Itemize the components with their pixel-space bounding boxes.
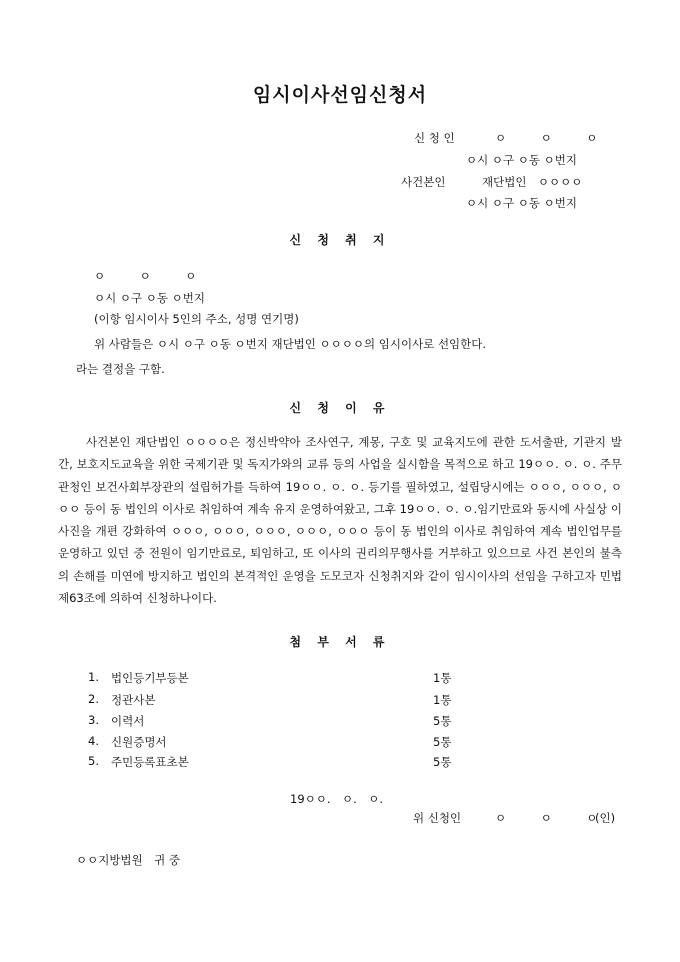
purpose-closing: 라는 결정을 구함. <box>76 362 165 376</box>
applicant-label: 신 청 인 <box>414 131 455 145</box>
purpose-address: ㅇ시 ㅇ구 ㅇ동 ㅇ번지 <box>94 291 205 305</box>
reason-text: 사건본인 재단법인 ㅇㅇㅇㅇ은 정신박약아 조사연구, 계몽, 구호 및 교육지도에 관한 도서출판, 기관지 발간, 보호지도교육을 위한 국제기관 및 독지가와의 교류 등의 사업을 실시함을 목적으로 하고 19ㅇㅇ. ㅇ. ㅇ. 주무관청인 보건사회부장관의 설립허가를 득하여 19ㅇㅇ. ㅇ. ㅇ. 등기를 필하였고, 설립당시에는 ㅇㅇㅇ, ㅇㅇㅇ, ㅇㅇㅇ 등이 동 법인의 이사로 취임하여 계속 유지 운영하여왔고, 그후 19ㅇㅇ. ㅇ. ㅇ.임기만료와 동시에 사실상 이사진을 개편 강화하여 ㅇㅇㅇ, ㅇㅇㅇ, ㅇㅇㅇ, ㅇㅇㅇ, ㅇㅇㅇ 등이 동 법인의 이사로 취임하여 계속 법인업무를 운영하고 있던 중 전원이 임기만료로, 퇴임하고, 또 이사의 권리의무행사를 거부하고 있으므로 사건 본인의 불측의 손해를 미연에 방지하고 법인의 본격적인 운영을 도모코자 신청취지와 같이 임시이사의 선임을 구하고자 민법 제63조에 의하여 신청하나이다. <box>58 435 622 606</box>
attachment-no: 4. <box>88 734 99 748</box>
application-date: 19ㅇㅇ. ㅇ. ㅇ. <box>290 792 384 806</box>
attachment-no: 3. <box>88 713 99 727</box>
attachment-qty: 5통 <box>433 755 452 769</box>
purpose-note: (이항 임시이사 5인의 주소, 성명 연기명) <box>94 312 299 326</box>
attachment-name: 이력서 <box>111 714 145 728</box>
attachment-no: 1. <box>88 670 99 684</box>
signer-name: ㅇ ㅇ ㅇ <box>495 811 598 825</box>
signer-label: 위 신청인 <box>413 811 462 825</box>
purpose-heading: 신 청 취 지 <box>289 233 391 247</box>
document-title: 임시이사선임신청서 <box>252 84 428 106</box>
attachment-qty: 1통 <box>433 693 452 707</box>
reason-heading: 신 청 이 유 <box>289 401 391 415</box>
case-address: ㅇ시 ㅇ구 ㅇ동 ㅇ번지 <box>466 196 577 210</box>
case-entity: 재단법인 ㅇㅇㅇㅇ <box>482 175 583 189</box>
seal-mark: (인) <box>595 811 616 825</box>
case-label: 사건본인 <box>401 175 446 189</box>
purpose-name: ㅇ ㅇ ㅇ <box>94 269 197 283</box>
attachment-name: 주민등록표초본 <box>111 755 189 769</box>
applicant-address: ㅇ시 ㅇ구 ㅇ동 ㅇ번지 <box>466 153 577 167</box>
attachment-name: 신원증명서 <box>111 735 167 749</box>
court-addressee: ㅇㅇ지방법원 귀 중 <box>76 853 181 867</box>
attachment-name: 법인등기부등본 <box>111 671 189 685</box>
attachment-qty: 1통 <box>433 671 452 685</box>
attachment-qty: 5통 <box>433 735 452 749</box>
attachments-heading: 첨 부 서 류 <box>289 635 391 649</box>
purpose-statement: 위 사람들은 ㅇ시 ㅇ구 ㅇ동 ㅇ번지 재단법인 ㅇㅇㅇㅇ의 임시이사로 선임한다. <box>94 337 487 351</box>
attachment-qty: 5통 <box>433 714 452 728</box>
applicant-name: ㅇ ㅇ ㅇ <box>495 131 598 145</box>
attachment-no: 5. <box>88 754 99 768</box>
attachment-no: 2. <box>88 692 99 706</box>
attachment-name: 정관사본 <box>111 693 156 707</box>
